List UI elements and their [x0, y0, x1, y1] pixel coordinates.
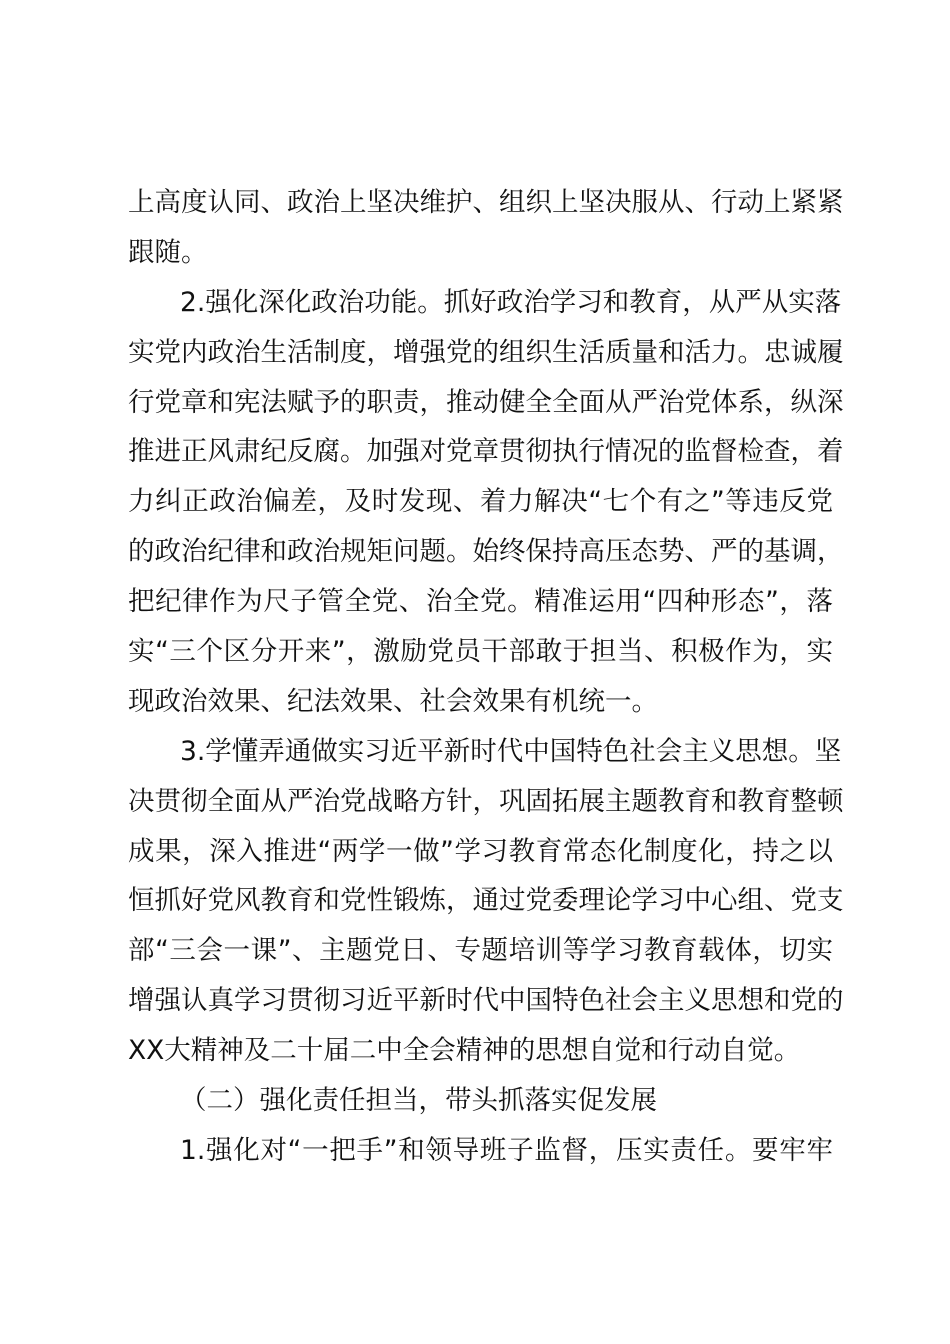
text-line: 推进正风肃纪反腐。加强对党章贯彻执行情况的监督检查，着 — [128, 436, 844, 468]
text-line: 实“三个区分开来”，激励党员干部敢于担当、积极作为，实 — [128, 636, 833, 668]
text-line: 跟随。 — [128, 236, 208, 268]
paragraph-heading-line: 3.学懂弄通做实习近平新时代中国特色社会主义思想。坚 — [180, 735, 842, 767]
text-line: 成果，深入推进“两学一做”学习教育常态化制度化，持之以 — [128, 835, 833, 867]
paragraph-heading-line: 2.强化深化政治功能。抓好政治学习和教育，从严从实落 — [180, 286, 842, 318]
text-line: 上高度认同、政治上坚决维护、组织上坚决服从、行动上紧紧 — [128, 187, 844, 218]
text-line: 行党章和宪法赋予的职责，推动健全全面从严治党体系，纵深 — [128, 386, 844, 418]
text-line: 决贯彻全面从严治党战略方针，巩固拓展主题教育和教育整顿 — [128, 785, 844, 817]
document-body — [128, 178, 844, 1176]
section-heading: （二）强化责任担当，带头抓落实促发展 — [180, 1085, 657, 1117]
text-line: 实党内政治生活制度，增强党的组织生活质量和活力。忠诚履 — [128, 336, 844, 368]
text-line: 现政治效果、纪法效果、社会效果有机统一。 — [128, 685, 658, 717]
text-line: 的政治纪律和政治规矩问题。始终保持高压态势、严的基调， — [128, 536, 844, 568]
text-line: XX大精神及二十届二中全会精神的思想自觉和行动自觉。 — [128, 1035, 801, 1067]
text-line: 力纠正政治偏差，及时发现、着力解决“七个有之”等违反党 — [128, 486, 833, 518]
text-line: 增强认真学习贯彻习近平新时代中国特色社会主义思想和党的 — [128, 985, 844, 1017]
text-line: 把纪律作为尺子管全党、治全党。精准运用“四种形态”，落 — [128, 586, 833, 618]
text-line: 部“三会一课”、主题党日、专题培训等学习教育载体，切实 — [128, 935, 833, 967]
paragraph-heading-line: 1.强化对“一把手”和领导班子监督，压实责任。要牢牢 — [180, 1134, 833, 1166]
text-line: 恒抓好党风教育和党性锻炼，通过党委理论学习中心组、党支 — [128, 885, 844, 917]
